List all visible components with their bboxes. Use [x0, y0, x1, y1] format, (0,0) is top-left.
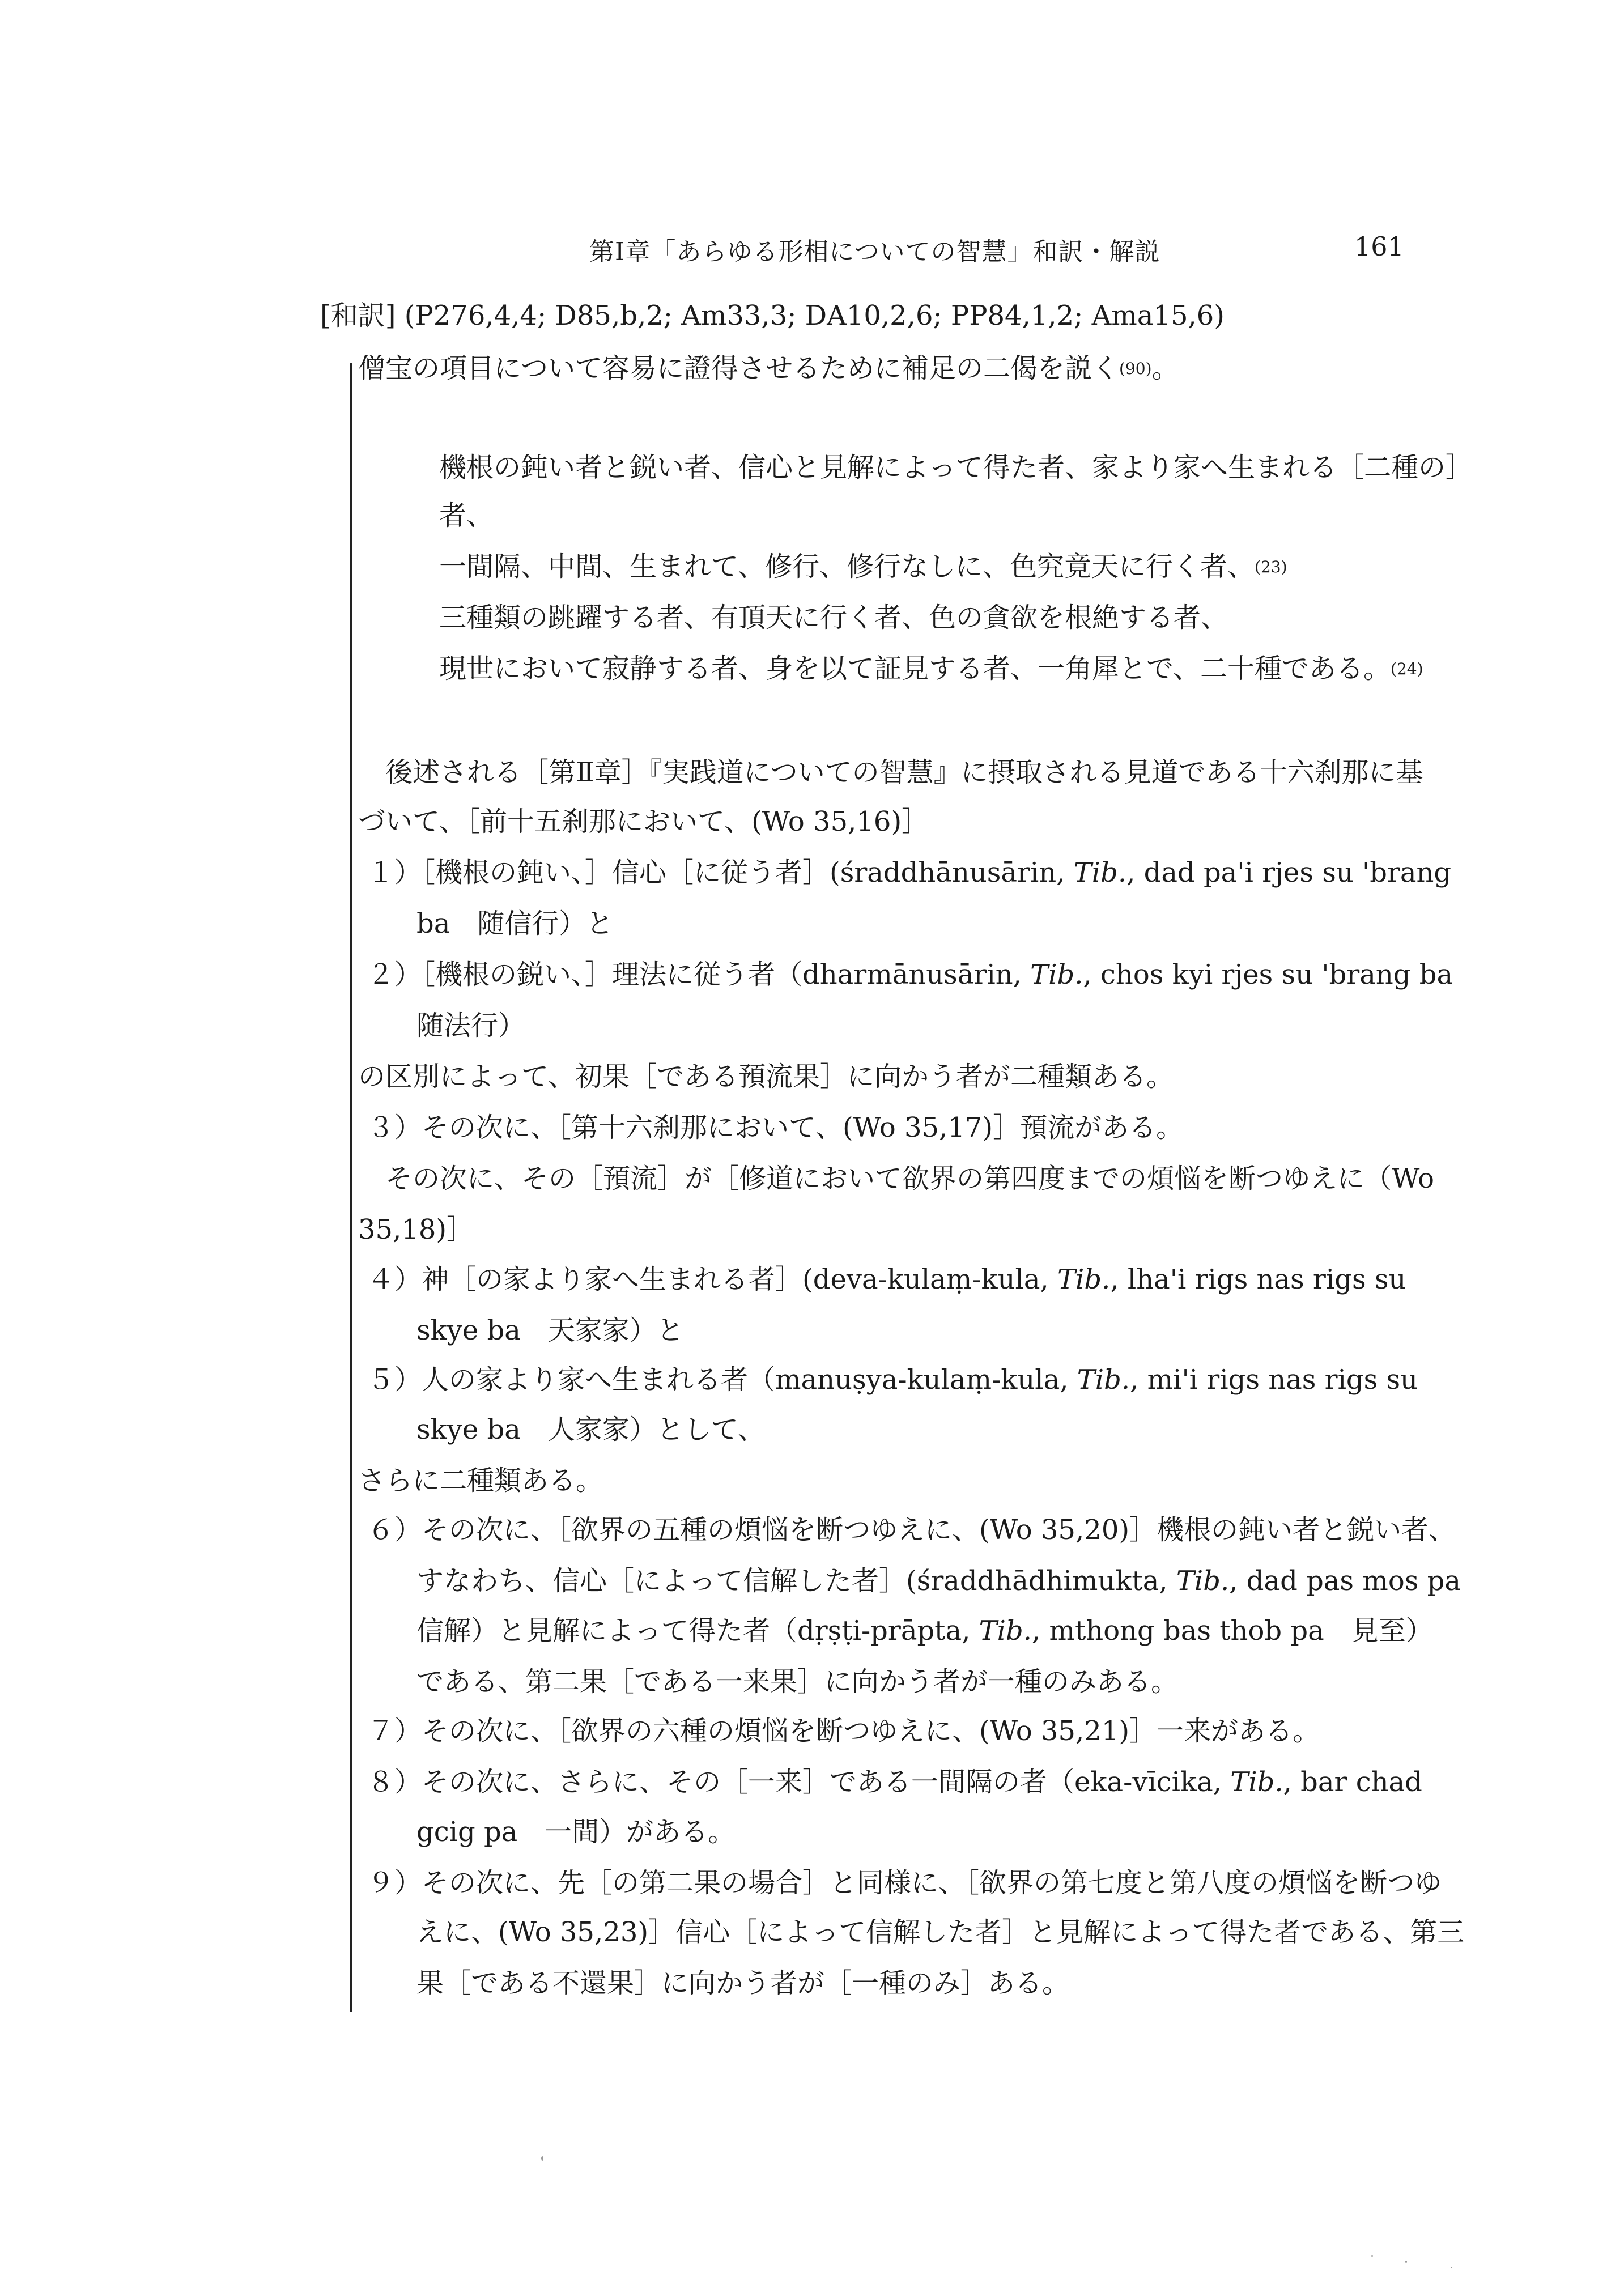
- paragraph-line: の区別によって、初果［である預流果］に向かう者が二種類ある。: [358, 1061, 1174, 1092]
- list-item: ５）人の家より家へ生まれる者（manuṣya-kulaṃ-kula, Tib., mi'i rigs nas rigs su: [367, 1364, 1418, 1396]
- list-item-cont: skye ba 人家家）として、: [416, 1414, 765, 1445]
- section-heading: [320, 299, 1225, 333]
- list-item-cont: 信解）と見解によって得た者（dṛṣṭi-prāpta, Tib., mthong bas thob pa 見至）: [416, 1615, 1433, 1647]
- list-item: ９）その次に、先［の第二果の場合］と同様に、［欲界の第七度と第八度の煩悩を断つゆ: [367, 1867, 1442, 1899]
- list-item-cont: gcig pa 一間）がある。: [416, 1816, 736, 1848]
- verse-line: 三種類の跳躍する者、有頂天に行く者、色の貪欲を根絶する者、: [439, 602, 1228, 633]
- paragraph-line: 後述される［第Ⅱ章］『実践道についての智慧』に摂取される見道である十六刹那に基: [385, 756, 1423, 788]
- list-item: １）［機根の鈍い、］信心［に従う者］(śraddhānusārin, Tib., dad pa'i rjes su 'brang: [367, 857, 1452, 888]
- page-number: 161: [1354, 231, 1404, 262]
- list-item: ４）神［の家より家へ生まれる者］(deva-kulaṃ-kula, Tib., lha'i rigs nas rigs su: [367, 1264, 1406, 1295]
- scan-speck: [1405, 2261, 1407, 2263]
- scan-speck: [1451, 2267, 1452, 2268]
- verse-line: 者、: [439, 500, 494, 532]
- verse-line: 機根の鈍い者と鋭い者、信心と見解によって得た者、家より家へ生まれる［二種の］: [439, 452, 1473, 483]
- list-item-cont: ba 随信行）と: [416, 908, 614, 939]
- paragraph-line: さらに二種類ある。: [358, 1465, 603, 1496]
- list-item: ３）その次に、［第十六刹那において、(Wo 35,17)］預流がある。: [367, 1112, 1184, 1143]
- margin-rule: [350, 363, 352, 2012]
- section-refs: (P276,4,4; D85,b,2; Am33,3; DA10,2,6; PP84,1,2; Ama15,6): [404, 300, 1225, 331]
- note-ref-90: (90): [1119, 359, 1152, 378]
- list-item: ６）その次に、［欲界の五種の煩悩を断つゆえに、(Wo 35,20)］機根の鈍い者と鋭い者、: [367, 1514, 1456, 1546]
- list-item-cont: 随法行）: [416, 1010, 526, 1041]
- list-item-cont: 果［である不還果］に向かう者が［一種のみ］ある。: [416, 1967, 1070, 1999]
- paragraph-line: 35,18)］: [358, 1214, 474, 1245]
- verse-line: 一間隔、中間、生まれて、修行、修行なしに、色究竟天に行く者、(23): [439, 551, 1287, 582]
- note-ref-23: (23): [1255, 558, 1287, 576]
- scan-speck: [541, 2156, 543, 2161]
- list-item-cont: えに、(Wo 35,23)］信心［によって信解した者］と見解によって得た者である、第三: [416, 1916, 1465, 1948]
- running-header: 第Ⅰ章「あらゆる形相についての智慧」和訳・解説: [589, 237, 1160, 266]
- list-item-cont: である、第二果［である一来果］に向かう者が一種のみある。: [416, 1666, 1179, 1698]
- paragraph-line: づいて、［前十五刹那において、(Wo 35,16)］: [358, 806, 929, 837]
- note-ref-24: (24): [1391, 660, 1423, 678]
- section-label: [和訳]: [320, 300, 396, 331]
- verse-line: 現世において寂静する者、身を以て証見する者、一角犀とで、二十種である。(24): [439, 653, 1423, 684]
- list-item-cont: すなわち、信心［によって信解した者］(śraddhādhimukta, Tib., dad pas mos pa: [416, 1565, 1461, 1597]
- list-item: ７）その次に、［欲界の六種の煩悩を断つゆえに、(Wo 35,21)］一来がある。: [367, 1715, 1320, 1747]
- intro-line: 僧宝の項目について容易に證得させるために補足の二偈を説く(90)。: [358, 352, 1179, 384]
- list-item: ２）［機根の鋭い、］理法に従う者（dharmānusārin, Tib., chos kyi rjes su 'brang ba: [367, 959, 1453, 990]
- list-item: ８）その次に、さらに、その［一来］である一間隔の者（eka-vīcika, Tib., bar chad: [367, 1766, 1422, 1798]
- scan-speck: [1371, 2255, 1373, 2257]
- list-item-cont: skye ba 天家家）と: [416, 1315, 684, 1346]
- paragraph-line: その次に、その［預流］が［修道において欲界の第四度までの煩悩を断つゆえに（Wo: [385, 1163, 1434, 1194]
